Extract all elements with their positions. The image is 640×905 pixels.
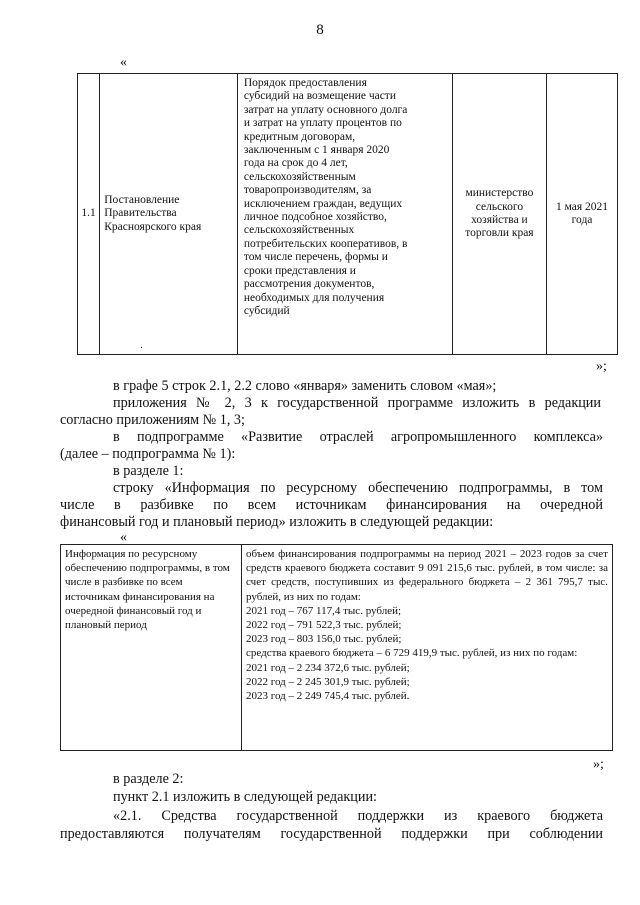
paragraph-8-line-1: «2.1. Средства государственной поддержки из краевого бюджета bbox=[113, 808, 603, 824]
description-line: рассмотрения документов, bbox=[243, 278, 375, 291]
description-line: Порядок предоставления bbox=[243, 77, 367, 89]
resource-info-label: Информация по ресурсному обеспечению подпрограммы, в том числе в разбивке по всем источникам финансирования на очередной финансовый год и плановый период bbox=[61, 545, 242, 751]
doc-type-cell bbox=[100, 74, 238, 355]
paragraph-5-line-3: финансовый год и плановый период» изложить в следующей редакции: bbox=[60, 514, 494, 530]
resource-info-value bbox=[242, 545, 613, 751]
doc-type: Постановление Правительства Красноярского края bbox=[104, 193, 202, 233]
page-number: 8 bbox=[316, 22, 324, 38]
paragraph-2-line-2: согласно приложениям № 1, 3; bbox=[60, 412, 245, 428]
description-line: субсидий на возмещение части bbox=[243, 90, 396, 103]
description-line: и затрат на уплату процентов по bbox=[243, 117, 402, 130]
paragraph-5-line-2: числе в разбивке по всем источникам финансирования на очередной bbox=[60, 497, 603, 513]
quote-close-1: »; bbox=[596, 359, 607, 374]
description-line: затрат на уплату основного долга bbox=[243, 103, 408, 116]
quote-open-2: « bbox=[120, 530, 127, 545]
resource-line: 2022 год – 791 522,3 тыс. рублей; bbox=[246, 619, 402, 632]
paragraph-3-line-1: в подпрограмме «Развитие отраслей агропромышленного комплекса» bbox=[113, 429, 603, 445]
paragraph-7: пункт 2.1 изложить в следующей редакции: bbox=[113, 789, 377, 805]
row-number: 1.1 bbox=[78, 74, 100, 355]
paragraph-1: в графе 5 строк 2.1, 2.2 слово «января» заменить словом «мая»; bbox=[113, 378, 497, 394]
description-line: том числе перечень, формы и bbox=[243, 251, 388, 264]
description-line: исключением граждан, ведущих bbox=[243, 197, 403, 210]
description-line: потребительских кооперативов, в bbox=[243, 237, 408, 250]
executor: министерство сельского хозяйства и торговли края bbox=[452, 74, 546, 355]
paragraph-6: в разделе 2: bbox=[113, 771, 184, 787]
doc-description bbox=[237, 74, 452, 355]
resource-line: 2021 год – 767 117,4 тыс. рублей; bbox=[246, 604, 402, 617]
resource-line: 2023 год – 803 156,0 тыс. рублей; bbox=[246, 633, 402, 646]
description-line: заключенным с 1 января 2020 bbox=[243, 144, 390, 157]
cell-mark: . bbox=[140, 339, 143, 351]
description-line: сроки представления и bbox=[243, 264, 356, 277]
quote-close-2: »; bbox=[593, 757, 604, 772]
description-line: субсидий bbox=[243, 304, 290, 317]
resource-info-table bbox=[60, 544, 613, 751]
paragraph-4: в разделе 1: bbox=[113, 463, 184, 479]
paragraph-8-line-2: предоставляются получателям государственной поддержки при соблюдении bbox=[60, 826, 603, 842]
description-line: товаропроизводителям, за bbox=[243, 184, 372, 197]
resource-line: объем финансирования подпрограммы на период 2021 – 2023 годов за счет средств краевого бюджета составит 9 091 215,6 тыс. рублей, в том числе: за счет средств, поступивших из федерального бюджета – 2 361 795,7 тыс. рублей, из них по годам: bbox=[246, 548, 608, 603]
documents-table bbox=[77, 73, 618, 355]
description-line: года на срок до 4 лет, bbox=[243, 157, 348, 170]
deadline: 1 мая 2021 года bbox=[547, 74, 618, 355]
resource-line: 2022 год – 2 245 301,9 тыс. рублей; bbox=[246, 675, 410, 688]
paragraph-3-line-2: (далее – подпрограмма № 1): bbox=[60, 446, 236, 462]
resource-line: средства краевого бюджета – 6 729 419,9 тыс. рублей, из них по годам: bbox=[246, 647, 578, 660]
resource-line: 2021 год – 2 234 372,6 тыс. рублей; bbox=[246, 661, 410, 674]
description-line: личное подсобное хозяйство, bbox=[243, 211, 387, 224]
resource-line: 2023 год – 2 249 745,4 тыс. рублей. bbox=[246, 690, 410, 703]
paragraph-2-line-1: приложения № 2, 3 к государственной программе изложить в редакции bbox=[113, 395, 601, 411]
description-line: кредитным договорам, bbox=[243, 130, 356, 143]
description-line: необходимых для получения bbox=[243, 291, 385, 304]
description-line: сельскохозяйственных bbox=[243, 224, 355, 237]
description-line: сельскохозяйственным bbox=[243, 170, 356, 183]
quote-open-1: « bbox=[120, 55, 127, 70]
paragraph-5-line-1: строку «Информация по ресурсному обеспечению подпрограммы, в том bbox=[113, 480, 603, 496]
